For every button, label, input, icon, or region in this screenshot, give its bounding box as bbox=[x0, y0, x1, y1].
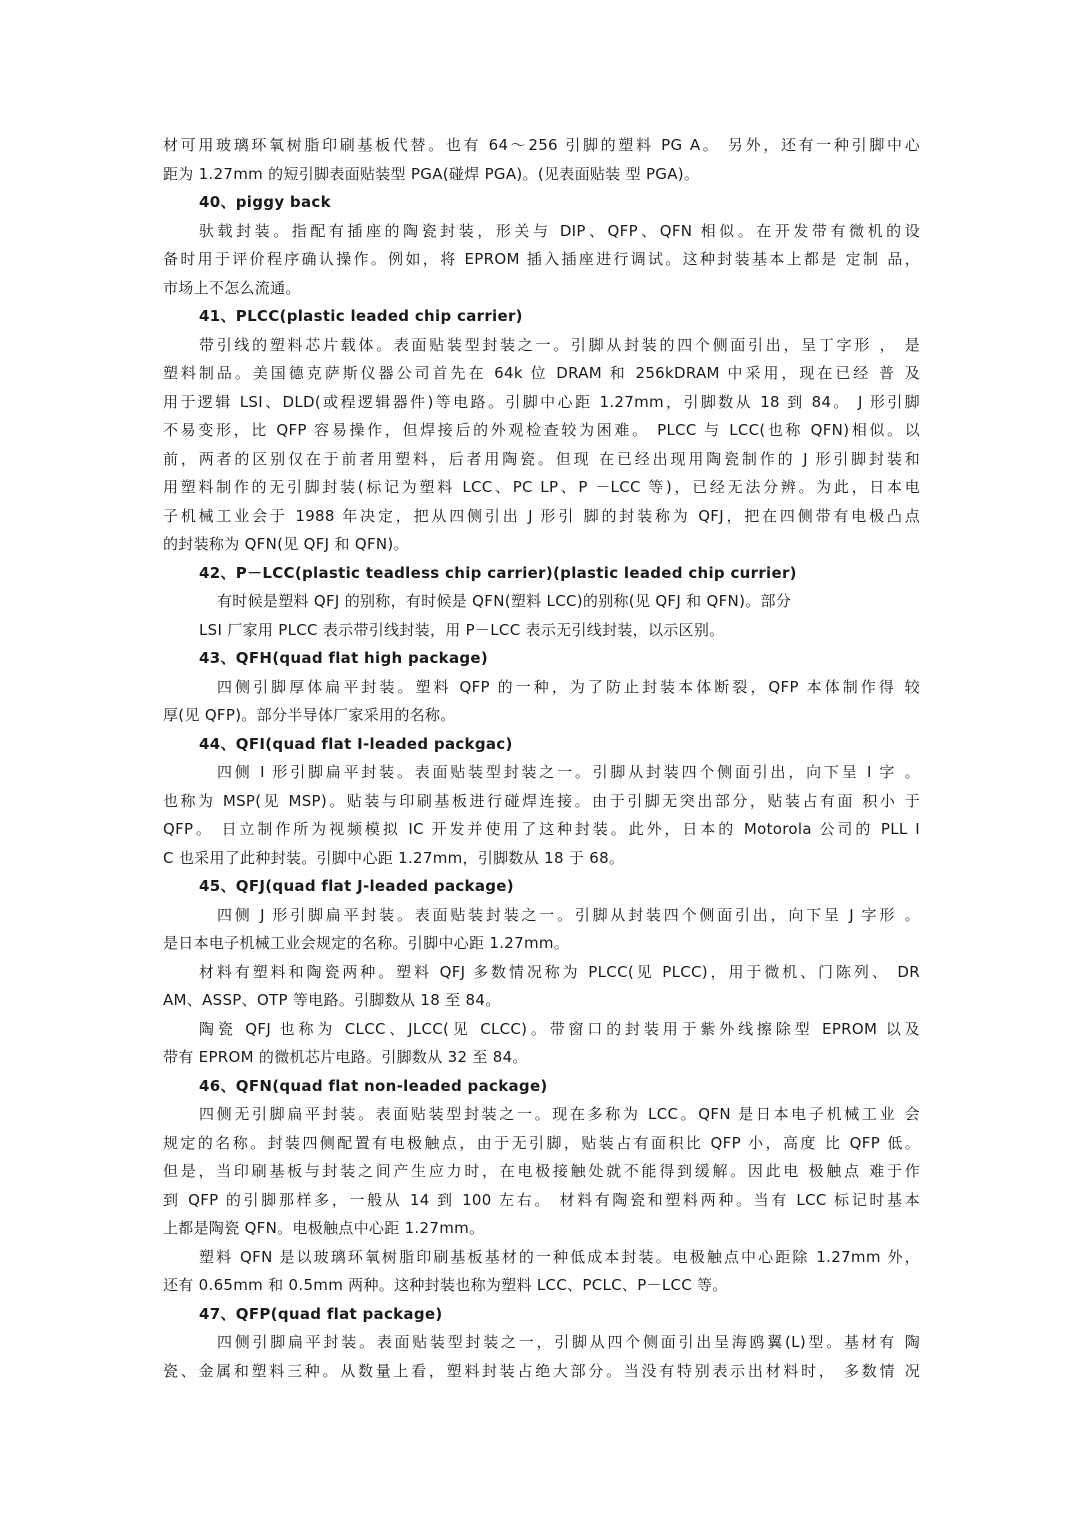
text-line: 距为 1.27mm 的短引脚表面贴装型 PGA(碰焊 PGA)。(见表面贴装 型 PGA)。 bbox=[163, 164, 700, 183]
text-line: 有时候是塑料 QFJ 的别称，有时候是 QFN(塑料 LCC)的别称(见 QFJ 和 QFN)。部分 bbox=[217, 592, 792, 610]
section-heading: 41、PLCC(plastic leaded chip carrier) bbox=[199, 307, 523, 325]
text-line: 也称为 MSP(见 MSP)。贴装与印刷基板进行碰焊连接。由于引脚无突出部分，贴装占有面 积小 于 bbox=[163, 791, 920, 810]
section-heading: 40、piggy back bbox=[199, 193, 331, 211]
text-line: 四侧引脚厚体扁平封装。塑料 QFP 的一种，为了防止封装本体断裂，QFP 本体制作得 较 bbox=[217, 677, 920, 696]
text-line: 上都是陶瓷 QFN。电极触点中心距 1.27mm。 bbox=[163, 1219, 485, 1237]
section-heading: 42、P－LCC(plastic teadless chip carrier)(plastic leaded chip currier) bbox=[199, 563, 797, 582]
text-line: 用于逻辑 LSI、DLD(或程逻辑器件)等电路。引脚中心距 1.27mm，引脚数从 18 到 84。 J 形引脚 bbox=[163, 392, 920, 411]
text-line: 前，两者的区别仅在于前者用塑料，后者用陶瓷。但现 在已经出现用陶瓷制作的 J 形引脚封装和 bbox=[163, 449, 920, 468]
document-body bbox=[163, 131, 920, 1385]
text-line: 带引线的塑料芯片载体。表面贴装型封装之一。引脚从封装的四个侧面引出，呈丁字形 ， 是 bbox=[199, 335, 920, 354]
section-heading: 46、QFN(quad flat non-leaded package) bbox=[199, 1076, 548, 1095]
text-line: QFP。 日立制作所为视频模拟 IC 开发并使用了这种封装。此外，日本的 Motorola 公司的 PLL I bbox=[163, 820, 920, 838]
text-line: 陶瓷 QFJ 也称为 CLCC、JLCC(见 CLCC)。带窗口的封装用于紫外线擦除型 EPROM 以及 bbox=[199, 1019, 920, 1038]
text-line: 塑料制品。美国德克萨斯仪器公司首先在 64k 位 DRAM 和 256kDRAM 中采用，现在已经 普 及 bbox=[163, 364, 920, 382]
text-line: 规定的名称。封装四侧配置有电极触点，由于无引脚，贴装占有面积比 QFP 小，高度 比 QFP 低。 bbox=[163, 1133, 920, 1152]
text-line: 四侧 J 形引脚扁平封装。表面贴装封装之一。引脚从封装四个侧面引出，向下呈 J 字形 。 bbox=[217, 905, 920, 924]
text-line: 备时用于评价程序确认操作。例如，将 EPROM 插入插座进行调试。这种封装基本上都是 定制 品， bbox=[163, 250, 920, 268]
text-line: 瓷、金属和塑料三种。从数量上看，塑料封装占绝大部分。当没有特别表示出材料时， 多数情 况 bbox=[163, 1361, 920, 1380]
text-line: 市场上不怎么流通。 bbox=[163, 278, 301, 297]
text-line: C 也采用了此种封装。引脚中心距 1.27mm，引脚数从 18 于 68。 bbox=[163, 848, 625, 867]
section-heading: 43、QFH(quad flat high package) bbox=[199, 649, 489, 667]
text-line: 的封装称为 QFN(见 QFJ 和 QFN)。 bbox=[163, 535, 409, 553]
text-line: 四侧无引脚扁平封装。表面贴装型封装之一。现在多称为 LCC。QFN 是日本电子机械工业 会 bbox=[199, 1105, 920, 1123]
text-line: 带有 EPROM 的微机芯片电路。引脚数从 32 至 84。 bbox=[163, 1048, 528, 1066]
text-line: LSI 厂家用 PLCC 表示带引线封装，用 P－LCC 表示无引线封装，以示区别。 bbox=[199, 620, 725, 639]
text-line: 驮载封装。指配有插座的陶瓷封装，形关与 DIP、QFP、QFN 相似。在开发带有微机的设 bbox=[199, 221, 920, 240]
text-line: 是日本电子机械工业会规定的名称。引脚中心距 1.27mm。 bbox=[163, 934, 570, 952]
text-line: 材料有塑料和陶瓷两种。塑料 QFJ 多数情况称为 PLCC(见 PLCC)，用于微机、门陈列、 DR bbox=[199, 962, 920, 981]
text-line: 但是，当印刷基板与封装之间产生应力时，在电极接触处就不能得到缓解。因此电 极触点 难于作 bbox=[163, 1162, 920, 1180]
text-line: 四侧 I 形引脚扁平封装。表面贴装型封装之一。引脚从封装四个侧面引出，向下呈 I 字 。 bbox=[217, 763, 920, 781]
section-heading: 44、QFI(quad flat I-leaded packgac) bbox=[199, 734, 513, 753]
text-line: 还有 0.65mm 和 0.5mm 两种。这种封装也称为塑料 LCC、PCLC、P－LCC 等。 bbox=[163, 1276, 728, 1294]
section-heading: 47、QFP(quad flat package) bbox=[199, 1304, 443, 1323]
text-line: 用塑料制作的无引脚封装(标记为塑料 LCC、PC LP、P －LCC 等)，已经无法分辨。为此，日本电 bbox=[163, 478, 920, 496]
section-heading: 45、QFJ(quad flat J-leaded package) bbox=[199, 877, 514, 895]
text-line: 不易变形，比 QFP 容易操作，但焊接后的外观检查较为困难。 PLCC 与 LCC(也称 QFN)相似。以 bbox=[163, 421, 920, 439]
text-line: 塑料 QFN 是以玻璃环氧树脂印刷基板基材的一种低成本封装。电极触点中心距除 1.27mm 外， bbox=[199, 1247, 920, 1266]
text-line: 到 QFP 的引脚那样多，一般从 14 到 100 左右。 材料有陶瓷和塑料两种。当有 LCC 标记时基本 bbox=[163, 1190, 920, 1209]
text-line: 厚(见 QFP)。部分半导体厂家采用的名称。 bbox=[163, 706, 456, 724]
text-line: 材可用玻璃环氧树脂印刷基板代替。也有 64～256 引脚的塑料 PG A。 另外，还有一种引脚中心 bbox=[163, 136, 920, 154]
text-line: 子机械工业会于 1988 年决定，把从四侧引出 J 形引 脚的封装称为 QFJ，把在四侧带有电极凸点 bbox=[163, 506, 920, 525]
text-line: 四侧引脚扁平封装。表面贴装型封装之一，引脚从四个侧面引出呈海鸥翼(L)型。基材有 陶 bbox=[217, 1333, 920, 1351]
text-line: AM、ASSP、OTP 等电路。引脚数从 18 至 84。 bbox=[163, 991, 501, 1009]
